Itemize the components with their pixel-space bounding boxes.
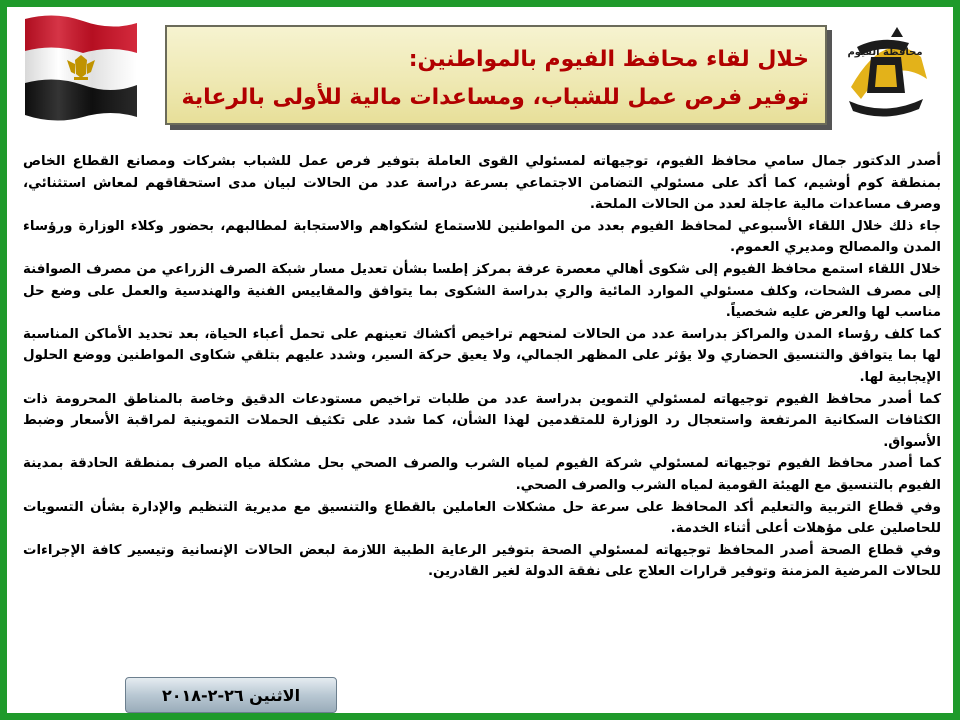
- paragraph: أصدر الدكتور جمال سامي محافظ الفيوم، توجيهاته لمسئولي القوى العاملة بتوفير فرص عمل للشباب بشركات ومصانع القطاع الخاص بمنطقة كوم أوشيم، كما أكد على مسئولي التضامن الاجتماعي بسرعة دراسة عدد من الحالات لبيان مدى استحقاقهم لمعاش استثنائي، وصرف مساعدات مالية عاجلة لعدد من الحالات الملحة.: [23, 154, 941, 213]
- paragraph: كما أصدر محافظ الفيوم توجيهاته لمسئولي التموين بدراسة عدد من طلبات تراخيص مستودعات الدقيق وخاصة بالمناطق المحرومة ذات الكثافات السكانية المرتفعة واستعجال رد الوزارة للمتقدمين لهذا الشأن، كما شدد على تكثيف الحملات التموينية لمراقبة الأسعار وضبط الأسواق.: [23, 391, 941, 450]
- title-banner: [165, 25, 827, 125]
- fayoum-governorate-logo-icon: [831, 17, 939, 127]
- logo-text: محافظة الفيوم: [847, 47, 923, 58]
- date-box: [125, 677, 337, 713]
- paragraph: خلال اللقاء استمع محافظ الفيوم إلى شكوى أهالي معصرة عرفة بمركز إطسا بشأن تعديل مسار شبكة الصرف الزراعي من مصرف الصوافنة إلى مصرف الشحات، وكلف مسئولي الموارد المائية والري بدراسة الشكوى بما يتوافق والمقاييس الفنية والهندسية والعمل على وضع حل مناسب لها والعرض عليه شخصياً.: [23, 261, 941, 321]
- paragraph: جاء ذلك خلال اللقاء الأسبوعي لمحافظ الفيوم بعدد من المواطنين للاستماع لشكواهم والاستجابة لمطالبهم، بحضور وكلاء الوزارة ورؤساء المدن والمصالح ومديري العموم.: [23, 218, 941, 256]
- date-label: الاثنين ٢٦-٢-٢٠١٨: [161, 685, 301, 705]
- paragraph: وفي قطاع التربية والتعليم أكد المحافظ على سرعة حل مشكلات العاملين بالقطاع والتنسيق مع مديرية التنظيم والإدارة بشأن التسويات للحاصلين على مؤهلات أعلى أثناء الخدمة.: [23, 499, 941, 537]
- paragraph: كما كلف رؤساء المدن والمراكز بدراسة عدد من الحالات لمنحهم تراخيص أكشاك تعينهم على تحمل أعباء الحياة، بعد تحديد الأماكن المناسبة لها بما يتوافق والتنسيق الحضاري ولا يؤثر على المظهر الجمالي، ولا يعيق حركة السير، وشدد عليهم بتلقي شكاوى المواطنين ووضع الحلول الإيجابية لها.: [23, 326, 941, 385]
- paragraph: كما أصدر محافظ الفيوم توجيهاته لمسئولي شركة الفيوم لمياه الشرب والصرف الصحي بحل مشكلة مياه الصرف بمنطقة الحادقة بمدينة الفيوم بالتنسيق مع الهيئة القومية لمياه الشرب والصرف الصحي.: [23, 456, 941, 493]
- title-line-1: خلال لقاء محافظ الفيوم بالمواطنين:: [408, 47, 809, 72]
- paragraph: وفي قطاع الصحة أصدر المحافظ توجيهاته لمسئولي الصحة بتوفير الرعاية الطبية اللازمة لبعض الحالات الإنسانية وتيسير كافة الإجراءات للحالات المرضية المزمنة وتوفير قرارات العلاج على نفقة الدولة لغير القادرين.: [23, 542, 941, 580]
- egypt-flag-icon: [21, 13, 141, 125]
- article-body: [23, 151, 941, 583]
- title-line-2: توفير فرص عمل للشباب، ومساعدات مالية للأولى بالرعاية: [181, 85, 809, 110]
